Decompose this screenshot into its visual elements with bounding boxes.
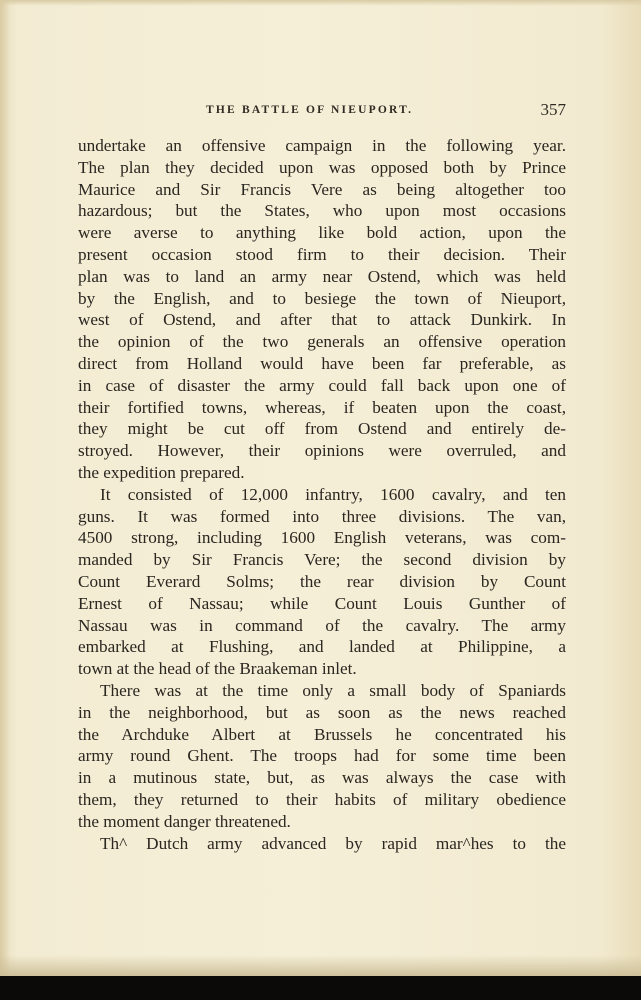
text-line: their fortified towns, whereas, if beaten upon the coast, — [78, 397, 566, 417]
text-line: stroyed. However, their opinions were overruled, and — [78, 441, 566, 461]
text-line: in the neighborhood, but as soon as the news reached — [78, 702, 566, 722]
text-line: by the English, and to besiege the town of Nieuport, — [78, 288, 566, 308]
text-line: Nassau was in command of the cavalry. The army — [78, 615, 566, 635]
text-line: the expedition prepared. — [78, 462, 245, 482]
text-line: in a mutinous state, but, as was always the case with — [78, 768, 566, 788]
text-line: Maurice and Sir Francis Vere as being altogether too — [78, 179, 566, 199]
text-line: direct from Holland would have been far preferable, as — [78, 353, 566, 373]
scan-bottom-border — [0, 976, 641, 1000]
text-line: The plan they decided upon was opposed both by Prince — [78, 157, 566, 177]
text-line: were averse to anything like bold action, upon the — [78, 223, 566, 243]
text-line: guns. It was formed into three divisions. The van, — [78, 506, 566, 526]
text-line: the Archduke Albert at Brussels he concentrated his — [78, 724, 566, 744]
text-line: plan was to land an army near Ostend, which was held — [78, 266, 566, 286]
text-line: embarked at Flushing, and landed at Philippine, a — [78, 637, 566, 657]
text-line: west of Ostend, and after that to attack Dunkirk. In — [78, 310, 566, 330]
text-line: It consisted of 12,000 infantry, 1600 cavalry, and ten — [100, 484, 566, 504]
body-text — [78, 135, 566, 854]
page-top-edge — [0, 0, 641, 6]
page-gutter-shadow — [0, 0, 10, 976]
text-line: army round Ghent. The troops had for some time been — [78, 746, 566, 766]
text-line: 4500 strong, including 1600 English veterans, was com- — [78, 528, 566, 548]
text-line: the moment danger threatened. — [78, 811, 291, 831]
running-head: THE BATTLE OF NIEUPORT. — [206, 104, 414, 116]
text-line: Ernest of Nassau; while Count Louis Gunther of — [78, 593, 566, 613]
text-line: town at the head of the Braakeman inlet. — [78, 659, 357, 679]
text-line: in case of disaster the army could fall back upon one of — [78, 375, 566, 395]
text-line: they might be cut off from Ostend and entirely de- — [78, 419, 566, 439]
text-line: There was at the time only a small body of Spaniards — [100, 680, 566, 700]
page-bottom-shadow — [0, 955, 641, 977]
text-line: them, they returned to their habits of military obedience — [78, 789, 566, 809]
text-line: present occasion stood firm to their decision. Their — [78, 244, 566, 264]
text-line: Th^ Dutch army advanced by rapid mar^hes to the — [100, 833, 566, 853]
page-header — [78, 100, 566, 126]
text-line: the opinion of the two generals an offensive operation — [78, 332, 566, 352]
text-line: undertake an offensive campaign in the following year. — [78, 136, 566, 155]
text-line: manded by Sir Francis Vere; the second division by — [78, 550, 566, 570]
page-number: 357 — [540, 100, 566, 119]
text-line: hazardous; but the States, who upon most occasions — [78, 201, 566, 221]
text-line: Count Everard Solms; the rear division by Count — [78, 571, 566, 591]
